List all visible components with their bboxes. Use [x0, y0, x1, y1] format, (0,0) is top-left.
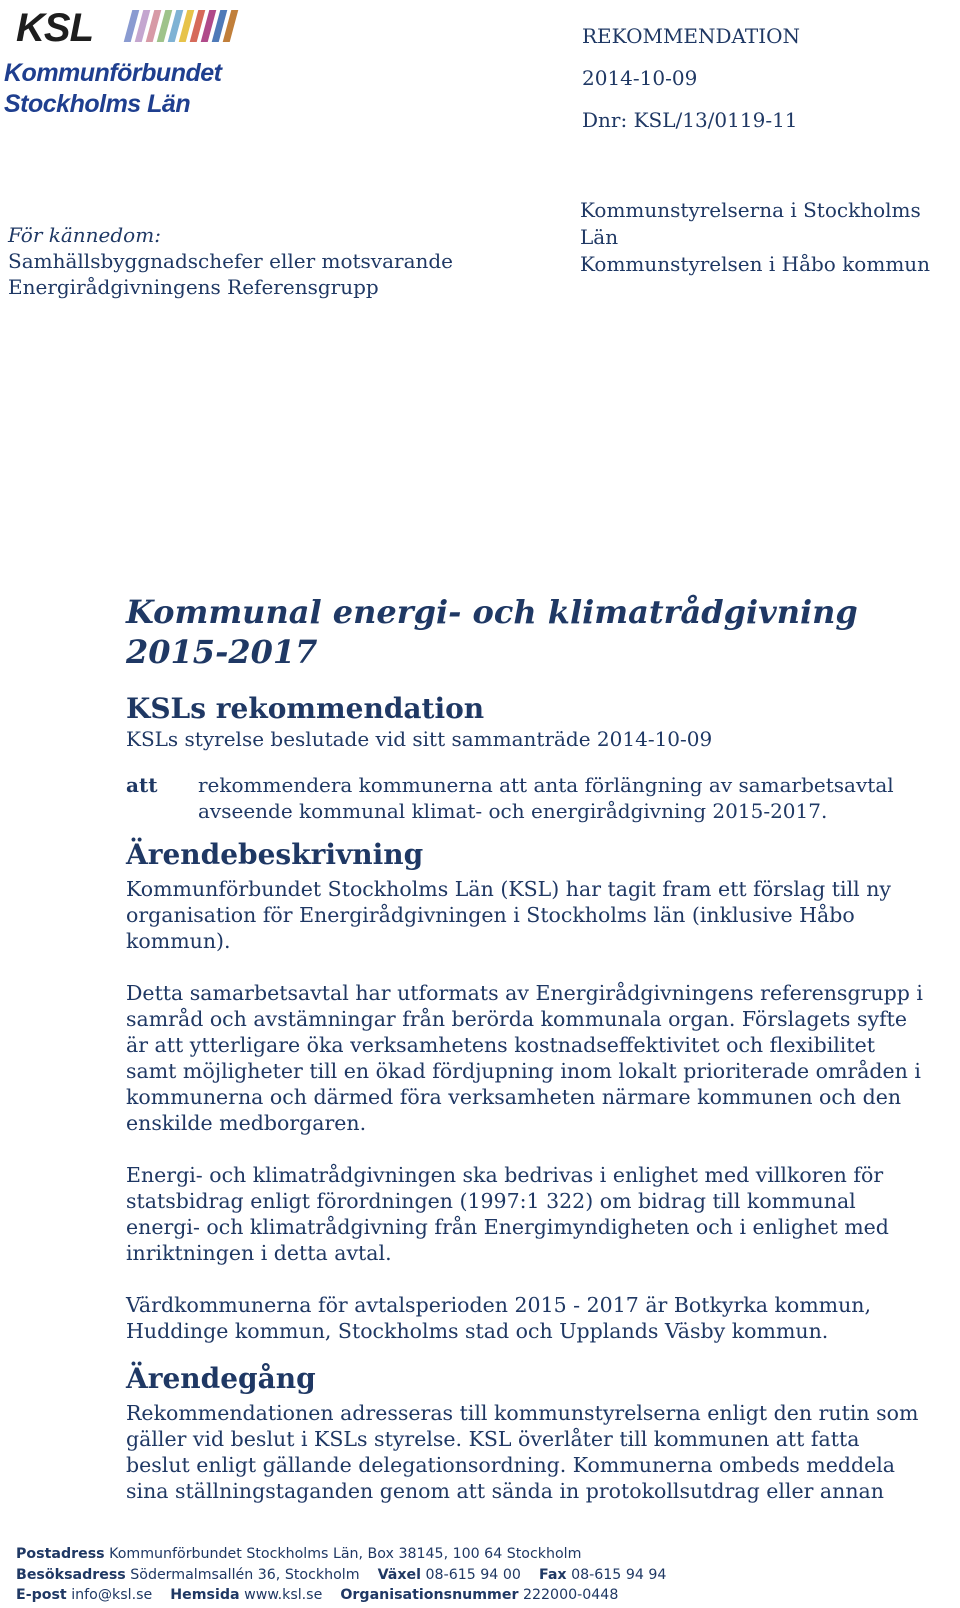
recipient: Kommunstyrelserna i Stockholms Län	[580, 198, 921, 249]
fyi-line: Samhällsbyggnadschefer eller motsvarande	[8, 249, 454, 273]
fyi-line: Energirådgivningens Referensgrupp	[8, 275, 379, 299]
besoksadress-label: Besöksadress	[16, 1566, 126, 1583]
footer-line-3	[16, 1585, 666, 1606]
recommendation-intro: KSLs styrelse beslutade vid sitt sammanträde 2014-10-09	[126, 727, 713, 751]
orgnr-label: Organisationsnummer	[340, 1587, 519, 1603]
recipients	[580, 197, 960, 278]
orgnr: 222000-0448	[522, 1587, 619, 1603]
document-title: Kommunal energi- och klimatrådgivning 2015-2017	[126, 593, 858, 671]
footer	[16, 1544, 666, 1606]
section-heading-procedure: Ärendegång	[126, 1362, 316, 1395]
besoksadress: Södermalmsallén 36, Stockholm	[130, 1566, 360, 1583]
document-meta	[582, 24, 800, 150]
decision-row	[126, 772, 926, 824]
section-heading-description: Ärendebeskrivning	[126, 838, 424, 871]
document-type: REKOMMENDATION	[582, 24, 801, 48]
footer-line-1	[16, 1544, 666, 1565]
epost-label: E-post	[16, 1587, 67, 1603]
fax-label: Fax	[538, 1566, 567, 1583]
vaxel: 08-615 94 00	[425, 1566, 521, 1583]
logo-organisation-name	[4, 58, 221, 120]
vaxel-label: Växel	[377, 1566, 421, 1583]
description-paragraph: Detta samarbetsavtal har utformats av Energirådgivningens referensgrupp i samråd och avstämningar från berörda kommunala organ. Förslagets syfte är att ytterligare öka verksamhetens kostnadseffektivitet och flexibilitet samt möjligheter till en ökad fördjupning inom lokalt prioriterade områden i kommunerna och därmed föra verksamheten närmare kommunen och den enskilde medborgaren.	[126, 981, 923, 1135]
recipient: Kommunstyrelsen i Håbo kommun	[580, 252, 931, 276]
postadress-label: Postadress	[16, 1546, 105, 1562]
att-text: rekommendera kommunerna att anta förlängning av samarbetsavtal avseende kommunal klimat- och energirådgivning 2015-2017.	[198, 773, 894, 823]
logo-name-line1: Kommunförbundet	[4, 59, 222, 87]
epost-link[interactable]: info@ksl.se	[71, 1587, 153, 1603]
recommendation-heading: KSLs rekommendation	[126, 692, 485, 725]
fax: 08-615 94 94	[571, 1566, 667, 1583]
fyi-label: För kännedom:	[8, 223, 161, 247]
logo-mark: KSL	[16, 6, 93, 50]
hemsida-link[interactable]: www.ksl.se	[244, 1587, 323, 1603]
document-date: 2014-10-09	[582, 66, 698, 90]
description-paragraph: Värdkommunerna för avtalsperioden 2015 - 2017 är Botkyrka kommun, Huddinge kommun, Stockholms stad och Upplands Väsby kommun.	[126, 1293, 872, 1343]
ksl-logo	[4, 4, 254, 116]
procedure-paragraph: Rekommendationen adresseras till kommunstyrelserna enligt den rutin som gäller vid beslut i KSLs styrelse. KSL överlåter till kommunen att fatta beslut enligt gällande delegationsordning. Kommunerna ombeds meddela sina ställningstaganden genom att sända in protokollsutdrag eller annan	[126, 1401, 919, 1503]
logo-name-line2: Stockholms Län	[4, 90, 191, 118]
document-dnr: Dnr: KSL/13/0119-11	[582, 108, 798, 132]
description-paragraph: Energi- och klimatrådgivningen ska bedrivas i enlighet med villkoren för statsbidrag enligt förordningen (1997:1 322) om bidrag till kommunal energi- och klimatrådgivning från Energimyndigheten och i enlighet med inriktningen i detta avtal.	[126, 1163, 889, 1265]
hemsida-label: Hemsida	[170, 1587, 240, 1603]
postadress: Kommunförbundet Stockholms Län, Box 38145, 100 64 Stockholm	[109, 1546, 582, 1562]
main-content	[126, 592, 926, 1530]
att-label: att	[126, 773, 158, 797]
footer-line-2	[16, 1565, 666, 1586]
description-paragraph: Kommunförbundet Stockholms Län (KSL) har tagit fram ett förslag till ny organisation för Energirådgivningen i Stockholms län (inklusive Håbo kommun).	[126, 877, 891, 953]
for-information	[8, 222, 453, 300]
